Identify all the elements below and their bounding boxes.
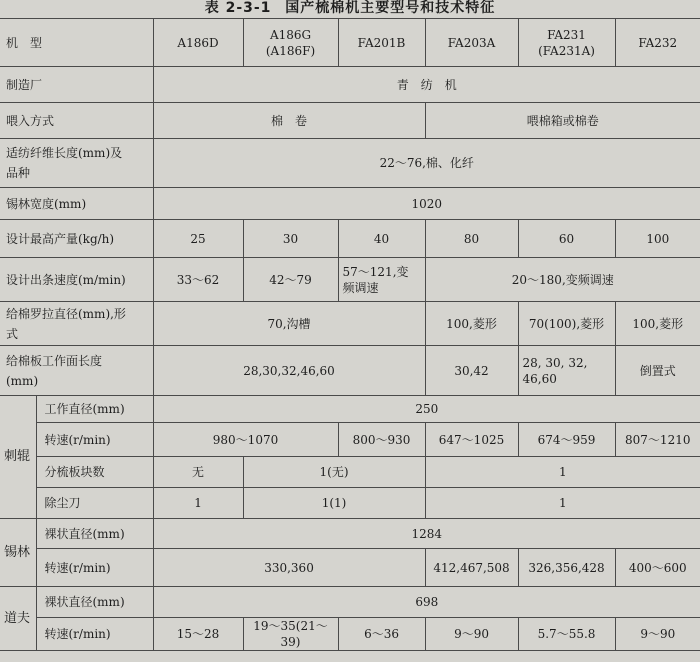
doffer-speed-label: 转速(r/min) <box>36 618 153 651</box>
output-value: 40 <box>338 220 425 258</box>
doffer-speed-value: 6～36 <box>338 618 425 651</box>
doffer-speed-value: 19～35(21～39) <box>243 618 338 651</box>
licker-plates-row <box>0 457 700 488</box>
speed-value: 20～180,变频调速 <box>425 258 700 302</box>
cylinder-speed-value: 412,467,508 <box>425 549 518 587</box>
doffer-speed-value: 9～90 <box>615 618 700 651</box>
licker-speed-label: 转速(r/min) <box>36 423 153 457</box>
cylinder-speed-label: 转速(r/min) <box>36 549 153 587</box>
spec-table <box>0 18 700 651</box>
model-a186g: A186G (A186F) <box>243 19 338 67</box>
doffer-speed-value: 15～28 <box>153 618 243 651</box>
feed-plate-label: 给棉板工作面长度 (mm) <box>0 346 153 396</box>
licker-knife-value: 1(1) <box>243 488 425 519</box>
licker-diameter-label: 工作直径(mm) <box>36 396 153 423</box>
feed-roller-value: 100,菱形 <box>615 302 700 346</box>
licker-plates-label: 分梳板块数 <box>36 457 153 488</box>
output-label: 设计最高产量(kg/h) <box>0 220 153 258</box>
fiber-row <box>0 139 700 188</box>
table-caption: 国产梳棉机主要型号和技术特征 <box>285 0 496 16</box>
cylinder-speed-value: 400～600 <box>615 549 700 587</box>
licker-speed-row <box>0 423 700 457</box>
header-row <box>0 19 700 67</box>
output-value: 25 <box>153 220 243 258</box>
licker-knife-value: 1 <box>153 488 243 519</box>
cylinder-width-label: 锡林宽度(mm) <box>0 188 153 220</box>
cylinder-diameter-value: 1284 <box>153 519 700 549</box>
model-fa201b: FA201B <box>338 19 425 67</box>
output-value: 100 <box>615 220 700 258</box>
cylinder-width-value: 1020 <box>153 188 700 220</box>
speed-row <box>0 258 700 302</box>
speed-value: 42～79 <box>243 258 338 302</box>
model-fa231: FA231 (FA231A) <box>518 19 615 67</box>
licker-speed-value: 647～1025 <box>425 423 518 457</box>
output-row <box>0 220 700 258</box>
speed-value: 57～121,变 频调速 <box>338 258 425 302</box>
output-value: 60 <box>518 220 615 258</box>
fiber-label: 适纺纤维长度(mm)及 品种 <box>0 139 153 188</box>
doffer-speed-value: 9～90 <box>425 618 518 651</box>
feed-roller-label: 给棉罗拉直径(mm),形 式 <box>0 302 153 346</box>
table-title <box>0 0 700 19</box>
doffer-speed-row <box>0 618 700 651</box>
licker-knife-value: 1 <box>425 488 700 519</box>
output-value: 80 <box>425 220 518 258</box>
doffer-group-label: 道夫 <box>0 587 36 651</box>
licker-knife-label: 除尘刀 <box>36 488 153 519</box>
table-number: 表 2-3-1 <box>204 0 272 16</box>
cylinder-speed-value: 326,356,428 <box>518 549 615 587</box>
model-a186d: A186D <box>153 19 243 67</box>
licker-diameter-value: 250 <box>153 396 700 423</box>
feed-roller-value: 70(100),菱形 <box>518 302 615 346</box>
speed-label: 设计出条速度(m/min) <box>0 258 153 302</box>
feed-roller-row <box>0 302 700 346</box>
cylinder-diameter-row <box>0 519 700 549</box>
feed-value-chute: 喂棉箱或棉卷 <box>425 103 700 139</box>
cylinder-group-label: 锡林 <box>0 519 36 587</box>
doffer-diameter-label: 裸状直径(mm) <box>36 587 153 618</box>
licker-plates-value: 1(无) <box>243 457 425 488</box>
licker-knife-row <box>0 488 700 519</box>
speed-value: 33～62 <box>153 258 243 302</box>
licker-plates-value: 无 <box>153 457 243 488</box>
feed-plate-value: 倒置式 <box>615 346 700 396</box>
model-fa203a: FA203A <box>425 19 518 67</box>
feed-plate-row <box>0 346 700 396</box>
model-fa232: FA232 <box>615 19 700 67</box>
licker-speed-value: 674～959 <box>518 423 615 457</box>
feed-plate-value: 28,30,32,46,60 <box>153 346 425 396</box>
cylinder-speed-row <box>0 549 700 587</box>
model-label: 机 型 <box>0 19 153 67</box>
licker-group-label: 刺辊 <box>0 396 36 519</box>
cylinder-width-row <box>0 188 700 220</box>
feed-label: 喂入方式 <box>0 103 153 139</box>
feed-plate-value: 30,42 <box>425 346 518 396</box>
doffer-diameter-value: 698 <box>153 587 700 618</box>
doffer-speed-value: 5.7～55.8 <box>518 618 615 651</box>
licker-speed-value: 807～1210 <box>615 423 700 457</box>
feed-roller-value: 70,沟槽 <box>153 302 425 346</box>
feed-roller-value: 100,菱形 <box>425 302 518 346</box>
maker-label: 制造厂 <box>0 67 153 103</box>
cylinder-diameter-label: 裸状直径(mm) <box>36 519 153 549</box>
licker-diameter-row <box>0 396 700 423</box>
feed-value-lap: 棉 卷 <box>153 103 425 139</box>
licker-speed-value: 980～1070 <box>153 423 338 457</box>
output-value: 30 <box>243 220 338 258</box>
feed-row <box>0 103 700 139</box>
maker-row <box>0 67 700 103</box>
licker-plates-value: 1 <box>425 457 700 488</box>
licker-speed-value: 800～930 <box>338 423 425 457</box>
feed-plate-value: 28, 30, 32, 46,60 <box>518 346 615 396</box>
cylinder-speed-value: 330,360 <box>153 549 425 587</box>
maker-value: 青 纺 机 <box>153 67 700 103</box>
fiber-value: 22～76,棉、化纤 <box>153 139 700 188</box>
doffer-diameter-row <box>0 587 700 618</box>
